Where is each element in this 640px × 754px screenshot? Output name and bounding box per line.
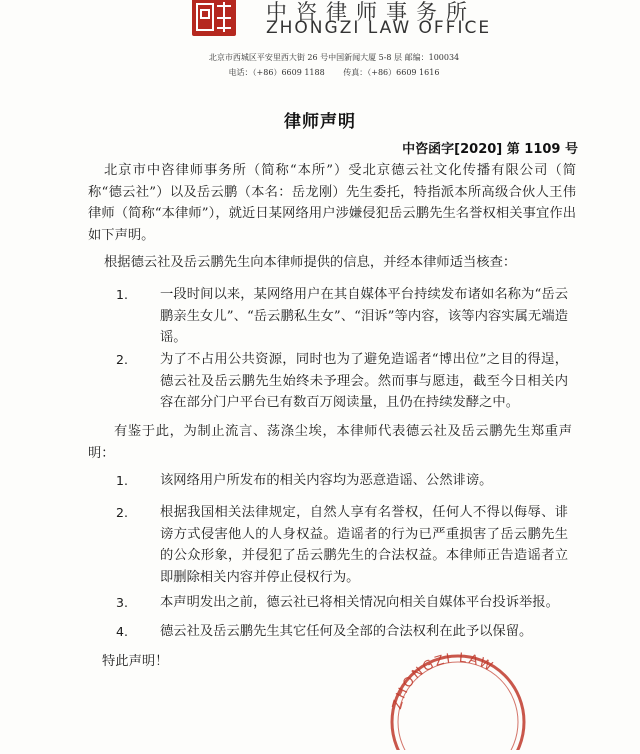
declaration-number: 2. — [116, 505, 128, 520]
seal-text: ZHONGZI LAW — [389, 650, 497, 712]
closing-line: 特此声明！ — [102, 654, 169, 669]
declaration-text: 本声明发出之前，德云社已将相关情况向相关自媒体平台投诉举报。 — [160, 595, 559, 610]
verification-intro: 根据德云社及岳云鹏先生向本律师提供的信息，并经本律师适当核查： — [104, 255, 517, 270]
firm-logo — [192, 0, 236, 36]
declaration-text: 该网络用户所发布的相关内容均为恶意造谣、公然诽谤。 — [160, 473, 493, 488]
intro-paragraph: 北京市中咨律师事务所（简称“本所”）受北京德云社文化传播有限公司（简称“德云社”）以及岳云鹏（本名：岳龙刚）先生委托，特指派本所高级合伙人王伟律师（简称“本律师”），就近日某网络用户涉嫌侵犯岳云鹏先生名誉权相关事宜作出如下声明。 — [88, 163, 576, 243]
fact-number: 2. — [116, 352, 128, 367]
declaration-intro: 有鉴于此，为制止流言、荡涤尘埃，本律师代表德云社及岳云鹏先生郑重声明： — [88, 424, 572, 461]
declaration-number: 1. — [116, 473, 128, 488]
firm-telephone: 电话：（+86）6609 1188 — [228, 68, 325, 77]
firm-name-cn: 中咨律师事务所 — [266, 0, 476, 24]
declaration-number: 3. — [116, 595, 128, 610]
fact-number: 1. — [116, 287, 128, 302]
fact-text: 为了不占用公共资源，同时也为了避免造谣者“博出位”之目的得逞，德云社及岳云鹏先生始终未予理会。然而事与愿违，截至今日相关内容在部分门户平台已有数百万阅读量，且仍在持续发酵之中。 — [160, 352, 568, 410]
firm-contact — [0, 67, 640, 78]
declaration-text: 根据我国相关法律规定，自然人享有名誉权，任何人不得以侮辱、诽谤方式侵害他人的人身权益。造谣者的行为已严重损害了岳云鹏先生的公众形象，并侵犯了岳云鹏先生的合法权益。本律师正告造谣者立即删除相关内容并停止侵权行为。 — [160, 505, 568, 585]
firm-address: 北京市西城区平安里西大街 26 号中国新闻大厦 5-8 层 邮编：100034 — [208, 53, 460, 62]
firm-fax: 传真：（+86）6609 1616 — [343, 68, 440, 77]
firm-name-en: ZHONGZI LAW OFFICE — [266, 18, 492, 38]
fact-text: 一段时间以来，某网络用户在其自媒体平台持续发布诸如名称为“岳云鹏亲生女儿”、“岳云鹏私生女”、“泪诉”等内容，该等内容实属无端造谣。 — [160, 287, 568, 345]
firm-seal — [378, 640, 538, 750]
declaration-number: 4. — [116, 624, 128, 639]
document-number: 中咨函字[2020] 第 1109 号 — [402, 142, 578, 157]
document-title: 律师声明 — [284, 112, 356, 132]
declaration-text: 德云社及岳云鹏先生其它任何及全部的合法权利在此予以保留。 — [160, 624, 533, 639]
